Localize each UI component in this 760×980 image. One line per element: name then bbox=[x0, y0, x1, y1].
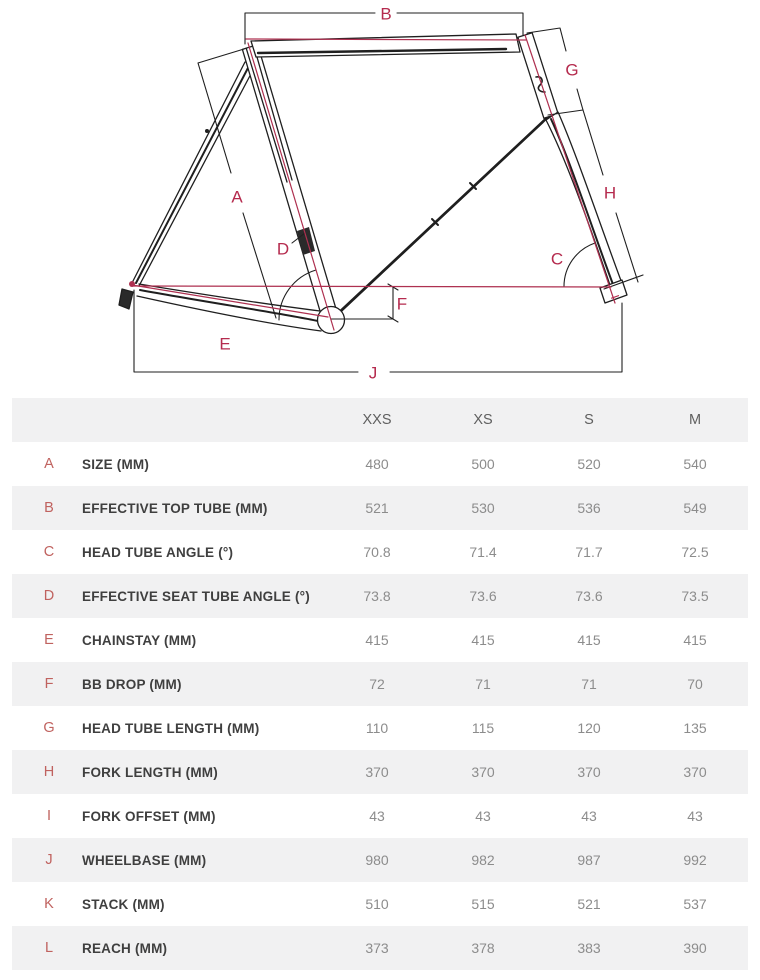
spec-value-xs: 115 bbox=[471, 720, 495, 736]
dimension-label-B: B bbox=[380, 4, 392, 24]
dimension-label-A: A bbox=[231, 187, 243, 207]
spec-value-xxs: 370 bbox=[365, 764, 389, 780]
bike-frame-diagram-svg bbox=[0, 0, 760, 398]
spec-label: HEAD TUBE ANGLE (°) bbox=[82, 544, 234, 560]
table-row-C bbox=[12, 530, 748, 574]
spec-value-xxs: 72 bbox=[369, 676, 385, 692]
row-letter-A: A bbox=[44, 456, 54, 472]
row-letter-H: H bbox=[43, 764, 55, 780]
spec-value-m: 540 bbox=[683, 456, 707, 472]
spec-value-xxs: 980 bbox=[365, 852, 389, 868]
spec-value-xxs: 480 bbox=[365, 456, 389, 472]
dim-C-arc bbox=[564, 243, 595, 287]
axle-horizontal-line bbox=[132, 286, 611, 287]
spec-value-xs: 71.4 bbox=[469, 544, 497, 560]
table-row-K bbox=[12, 882, 748, 926]
spec-value-xs: 43 bbox=[475, 808, 491, 824]
table-row-J bbox=[12, 838, 748, 882]
table-row-G bbox=[12, 706, 748, 750]
spec-label: EFFECTIVE TOP TUBE (MM) bbox=[82, 500, 268, 516]
spec-value-xs: 71 bbox=[475, 676, 491, 692]
spec-value-m: 992 bbox=[683, 852, 707, 868]
dimension-label-F: F bbox=[396, 294, 408, 314]
row-letter-J: J bbox=[45, 852, 53, 868]
spec-label: CHAINSTAY (MM) bbox=[82, 632, 197, 648]
spec-value-m: 549 bbox=[683, 500, 707, 516]
table-row-B bbox=[12, 486, 748, 530]
spec-label: STACK (MM) bbox=[82, 896, 165, 912]
spec-label: REACH (MM) bbox=[82, 940, 168, 956]
spec-value-s: 370 bbox=[577, 764, 601, 780]
spec-value-m: 70 bbox=[687, 676, 703, 692]
spec-value-xs: 378 bbox=[471, 940, 495, 956]
dimension-label-E: E bbox=[219, 334, 231, 354]
table-row-E bbox=[12, 618, 748, 662]
row-letter-L: L bbox=[44, 940, 54, 956]
column-header-xs: XS bbox=[473, 412, 493, 428]
spec-value-s: 520 bbox=[577, 456, 601, 472]
spec-value-xs: 500 bbox=[471, 456, 495, 472]
spec-value-s: 383 bbox=[577, 940, 601, 956]
spec-value-s: 536 bbox=[577, 500, 601, 516]
table-row-H bbox=[12, 750, 748, 794]
dimension-label-I: I bbox=[607, 293, 623, 301]
spec-value-xxs: 73.8 bbox=[363, 588, 391, 604]
spec-value-xs: 530 bbox=[471, 500, 495, 516]
spec-label: HEAD TUBE LENGTH (MM) bbox=[82, 720, 260, 736]
spec-value-xxs: 70.8 bbox=[363, 544, 391, 560]
dimension-label-C: C bbox=[550, 249, 564, 269]
row-letter-B: B bbox=[44, 500, 54, 516]
bike-frame-drawing bbox=[119, 33, 627, 334]
column-header-xxs: XXS bbox=[362, 412, 392, 428]
spec-value-xxs: 521 bbox=[365, 500, 389, 516]
dimension-label-G: G bbox=[565, 60, 579, 80]
spec-value-m: 370 bbox=[683, 764, 707, 780]
spec-value-xxs: 415 bbox=[365, 632, 389, 648]
spec-value-xxs: 510 bbox=[365, 896, 389, 912]
table-header-row bbox=[12, 398, 748, 442]
spec-value-xs: 982 bbox=[471, 852, 495, 868]
spec-label: FORK LENGTH (MM) bbox=[82, 764, 218, 780]
spec-value-m: 43 bbox=[687, 808, 703, 824]
spec-value-s: 521 bbox=[577, 896, 601, 912]
table-row-I bbox=[12, 794, 748, 838]
dimension-label-D: D bbox=[276, 239, 290, 259]
spec-value-xs: 515 bbox=[471, 896, 495, 912]
row-letter-I: I bbox=[46, 808, 52, 824]
table-row-L bbox=[12, 926, 748, 970]
spec-value-m: 415 bbox=[683, 632, 707, 648]
row-letter-G: G bbox=[43, 720, 55, 736]
geometry-table bbox=[12, 398, 748, 970]
spec-value-xxs: 43 bbox=[369, 808, 385, 824]
column-header-s: S bbox=[584, 412, 594, 428]
spec-value-xs: 415 bbox=[471, 632, 495, 648]
row-letter-K: K bbox=[44, 896, 54, 912]
spec-value-s: 43 bbox=[581, 808, 597, 824]
spec-value-s: 120 bbox=[577, 720, 601, 736]
spec-value-xs: 370 bbox=[471, 764, 495, 780]
row-letter-D: D bbox=[43, 588, 55, 604]
spec-value-m: 390 bbox=[683, 940, 707, 956]
spec-value-m: 537 bbox=[683, 896, 707, 912]
column-header-m: M bbox=[688, 412, 702, 428]
table-row-A bbox=[12, 442, 748, 486]
spec-value-xs: 73.6 bbox=[469, 588, 497, 604]
spec-value-xxs: 110 bbox=[365, 720, 389, 736]
dimension-label-J: J bbox=[368, 363, 378, 383]
spec-value-s: 73.6 bbox=[575, 588, 603, 604]
spec-value-s: 71 bbox=[581, 676, 597, 692]
spec-value-m: 72.5 bbox=[681, 544, 709, 560]
spec-value-xxs: 373 bbox=[365, 940, 389, 956]
spec-value-s: 415 bbox=[577, 632, 601, 648]
row-letter-C: C bbox=[43, 544, 55, 560]
spec-label: FORK OFFSET (MM) bbox=[82, 808, 216, 824]
spec-value-s: 987 bbox=[577, 852, 601, 868]
spec-label: EFFECTIVE SEAT TUBE ANGLE (°) bbox=[82, 588, 310, 604]
spec-value-s: 71.7 bbox=[575, 544, 603, 560]
row-letter-E: E bbox=[44, 632, 54, 648]
row-letter-F: F bbox=[44, 676, 54, 692]
table-row-F bbox=[12, 662, 748, 706]
spec-label: BB DROP (MM) bbox=[82, 676, 182, 692]
geometry-diagram bbox=[0, 0, 760, 398]
spec-value-m: 73.5 bbox=[681, 588, 709, 604]
spec-label: SIZE (MM) bbox=[82, 456, 150, 472]
rear-axle-dot bbox=[129, 281, 135, 287]
spec-value-m: 135 bbox=[683, 720, 707, 736]
dimension-labels bbox=[219, 5, 622, 383]
spec-label: WHEELBASE (MM) bbox=[82, 852, 207, 868]
table-row-D bbox=[12, 574, 748, 618]
dimension-label-H: H bbox=[603, 183, 617, 203]
